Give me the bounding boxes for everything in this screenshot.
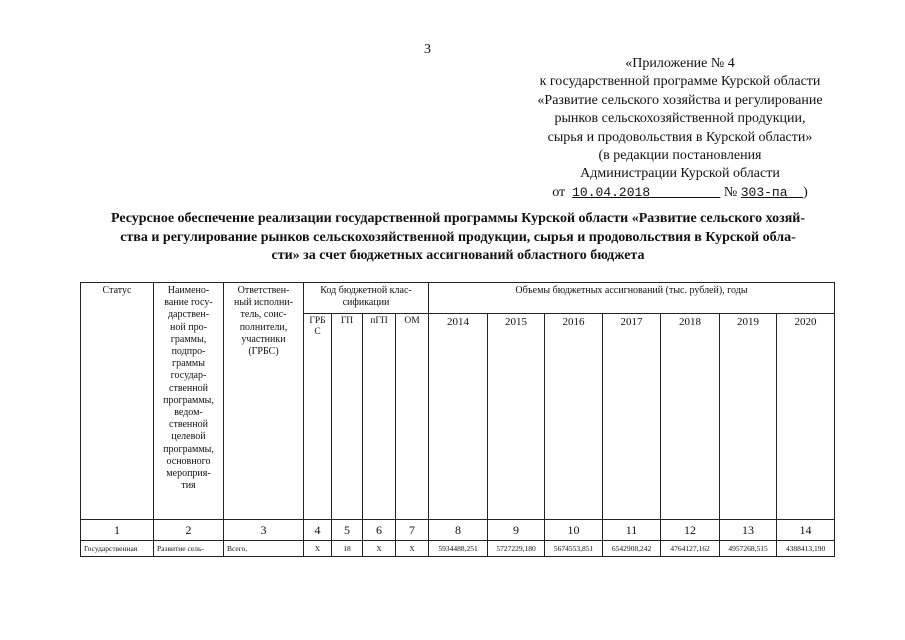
header-year: 2018 [661, 314, 720, 520]
header-program-name: Наимено- вание госу- дарствен- ной про- граммы, подпро- граммы государ- ственной программы, ведом- ственной целевой программы, основного мероприя- тия [154, 283, 224, 520]
cell-om: X [396, 541, 429, 557]
column-number: 4 [304, 520, 332, 541]
column-number: 14 [777, 520, 835, 541]
table-row [81, 541, 835, 557]
header-year: 2014 [429, 314, 488, 520]
number-label: № [723, 184, 738, 200]
header-grbs: ГРБ С [304, 314, 332, 520]
appendix-line: «Приложение № 4 [625, 56, 735, 71]
cell-value: 5674553,851 [545, 541, 603, 557]
header-volumes: Объемы бюджетных ассигнований (тыс. рублей), годы [429, 283, 835, 314]
appendix-line: Администрации Курской области [580, 166, 780, 182]
cell-value: 4764127,162 [661, 541, 720, 557]
column-number: 8 [429, 520, 488, 541]
column-number: 6 [363, 520, 396, 541]
header-status: Статус [81, 283, 154, 520]
header-year: 2016 [545, 314, 603, 520]
header-responsible: Ответствен- ный исполни- тель, соис- полнители, участники (ГРБС) [224, 283, 304, 520]
header-year: 2017 [603, 314, 661, 520]
cell-value: 5727229,180 [488, 541, 545, 557]
cell-status: Государственная [81, 541, 154, 557]
header-budget-code: Код бюджетной клас- сификации [304, 283, 429, 314]
title-line: ства и регулирование рынков сельскохозяйственной продукции, сырья и продовольствия в Курской обла- [120, 229, 796, 245]
title-line: сти» за счет бюджетных ассигнований областного бюджета [271, 248, 645, 264]
document-title [78, 210, 838, 266]
title-line: Ресурсное обеспечение реализации государственной программы Курской области «Развитие сельского хозяй- [110, 211, 806, 226]
appendix-line: рынков сельскохозяйственной продукции, [554, 111, 806, 127]
header-om: ОМ [396, 314, 429, 520]
page-number: 3 [424, 42, 431, 57]
header-gp: ГП [332, 314, 363, 520]
column-number: 5 [332, 520, 363, 541]
column-number: 13 [720, 520, 777, 541]
cell-pgp: X [363, 541, 396, 557]
header-year: 2019 [720, 314, 777, 520]
cell-value: 4388413,190 [777, 541, 835, 557]
header-pgp: пГП [363, 314, 396, 520]
cell-grbs: X [304, 541, 332, 557]
resolution-number: 303-па [740, 184, 788, 200]
appendix-block [480, 55, 880, 202]
appendix-line: сырья и продовольствия в Курской области» [547, 129, 813, 145]
column-number: 12 [661, 520, 720, 541]
closing-paren: ) [803, 184, 808, 200]
cell-program-name: Развитие сель- [154, 541, 224, 557]
header-year: 2020 [777, 314, 835, 520]
resolution-date-line [480, 184, 880, 202]
cell-gp: 18 [332, 541, 363, 557]
header-row [81, 283, 835, 314]
column-number: 10 [545, 520, 603, 541]
column-number: 11 [603, 520, 661, 541]
cell-responsible: Всего, [224, 541, 304, 557]
column-number-row [81, 520, 835, 541]
cell-value: 4957268,515 [720, 541, 777, 557]
from-label: от [552, 184, 566, 200]
appendix-line: к государственной программе Курской области [539, 74, 821, 90]
column-number: 1 [81, 520, 154, 541]
appendix-line: (в редакции постановления [598, 148, 762, 164]
cell-value: 6542908,242 [603, 541, 661, 557]
budget-table [80, 282, 835, 557]
header-year: 2015 [488, 314, 545, 520]
cell-value: 5934488,251 [429, 541, 488, 557]
column-number: 3 [224, 520, 304, 541]
column-number: 2 [154, 520, 224, 541]
resolution-date: 10.04.2018 [572, 184, 651, 200]
column-number: 9 [488, 520, 545, 541]
appendix-line: «Развитие сельского хозяйства и регулирование [537, 92, 823, 108]
column-number: 7 [396, 520, 429, 541]
